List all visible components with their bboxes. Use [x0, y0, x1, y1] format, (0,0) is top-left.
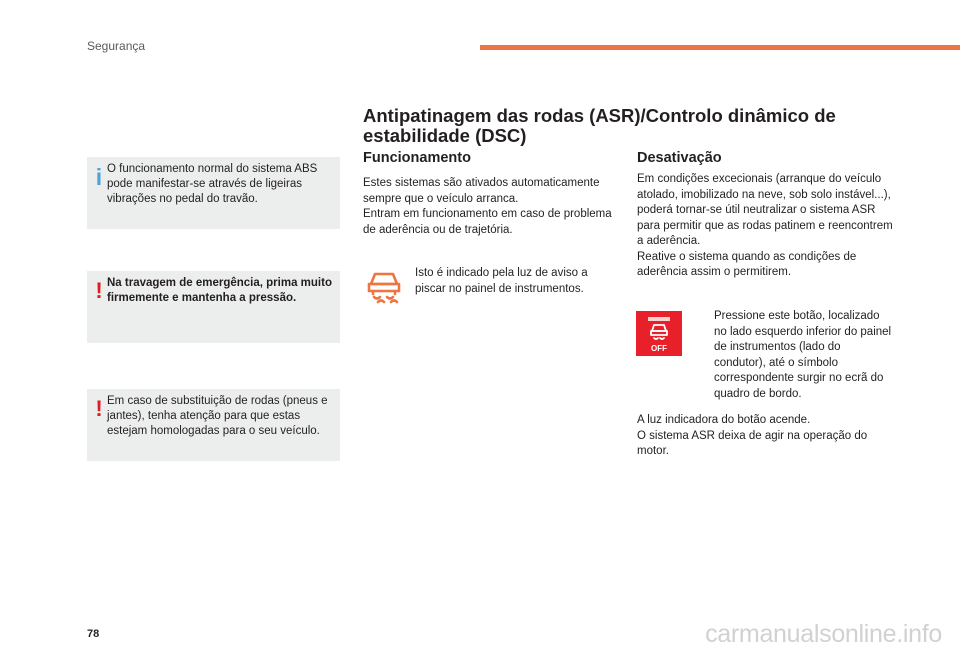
warning-icon: ! — [95, 396, 103, 421]
result-text: A luz indicadora do botão acende. O sistema ASR deixa de agir na operação do motor. — [637, 414, 868, 457]
warning-note-text: Na travagem de emergência, prima muito firmemente e mantenha a pressão. — [107, 277, 332, 304]
warning-note-box — [87, 271, 340, 343]
info-note-box — [87, 157, 340, 229]
warning-note-text: Em caso de substituição de rodas (pneus e jantes), tenha atenção para que estas estejam homologadas para o seu veículo. — [107, 395, 328, 437]
funcionamento-text: Estes sistemas são ativados automaticamente sempre que o veículo arranca. Entram em funcionamento em caso de problema de aderência ou de trajetória. — [363, 177, 612, 236]
traction-control-warning-icon — [363, 266, 405, 306]
watermark: carmanualsonline.info — [705, 620, 942, 648]
header-accent-bar — [480, 45, 960, 50]
off-label: OFF — [651, 344, 667, 353]
info-icon: i — [95, 164, 103, 190]
page-title: Antipatinagem das rodas (ASR)/Controlo dinâmico de estabilidade (DSC) — [363, 105, 836, 146]
lamp-description: Isto é indicado pela luz de aviso a piscar no painel de instrumentos. — [415, 267, 588, 295]
section-label: Segurança — [87, 39, 146, 53]
warning-note-box — [87, 389, 340, 461]
page-number: 78 — [87, 628, 100, 640]
desativacao-heading: Desativação — [637, 150, 722, 166]
info-note-text: O funcionamento normal do sistema ABS pode manifestar-se através de ligeiras vibrações no pedal do travão. — [107, 163, 318, 205]
funcionamento-heading: Funcionamento — [363, 150, 471, 166]
traction-control-off-button-icon — [636, 311, 682, 356]
desativacao-text: Em condições excecionais (arranque do veículo atolado, imobilizado na neve, sob solo instável...), poderá tornar-se útil neutralizar o sistema ASR para permitir que as rodas patinem e reencontrem a aderência. Reative o sistema quando as condições de aderência assim o permitirem. — [637, 173, 893, 278]
step-text: Pressione este botão, localizado no lado esquerdo inferior do painel de instrumentos (lado do condutor), até o símbolo correspondente surgir no ecrã do quadro de bordo. — [714, 310, 892, 400]
warning-icon: ! — [95, 278, 103, 303]
